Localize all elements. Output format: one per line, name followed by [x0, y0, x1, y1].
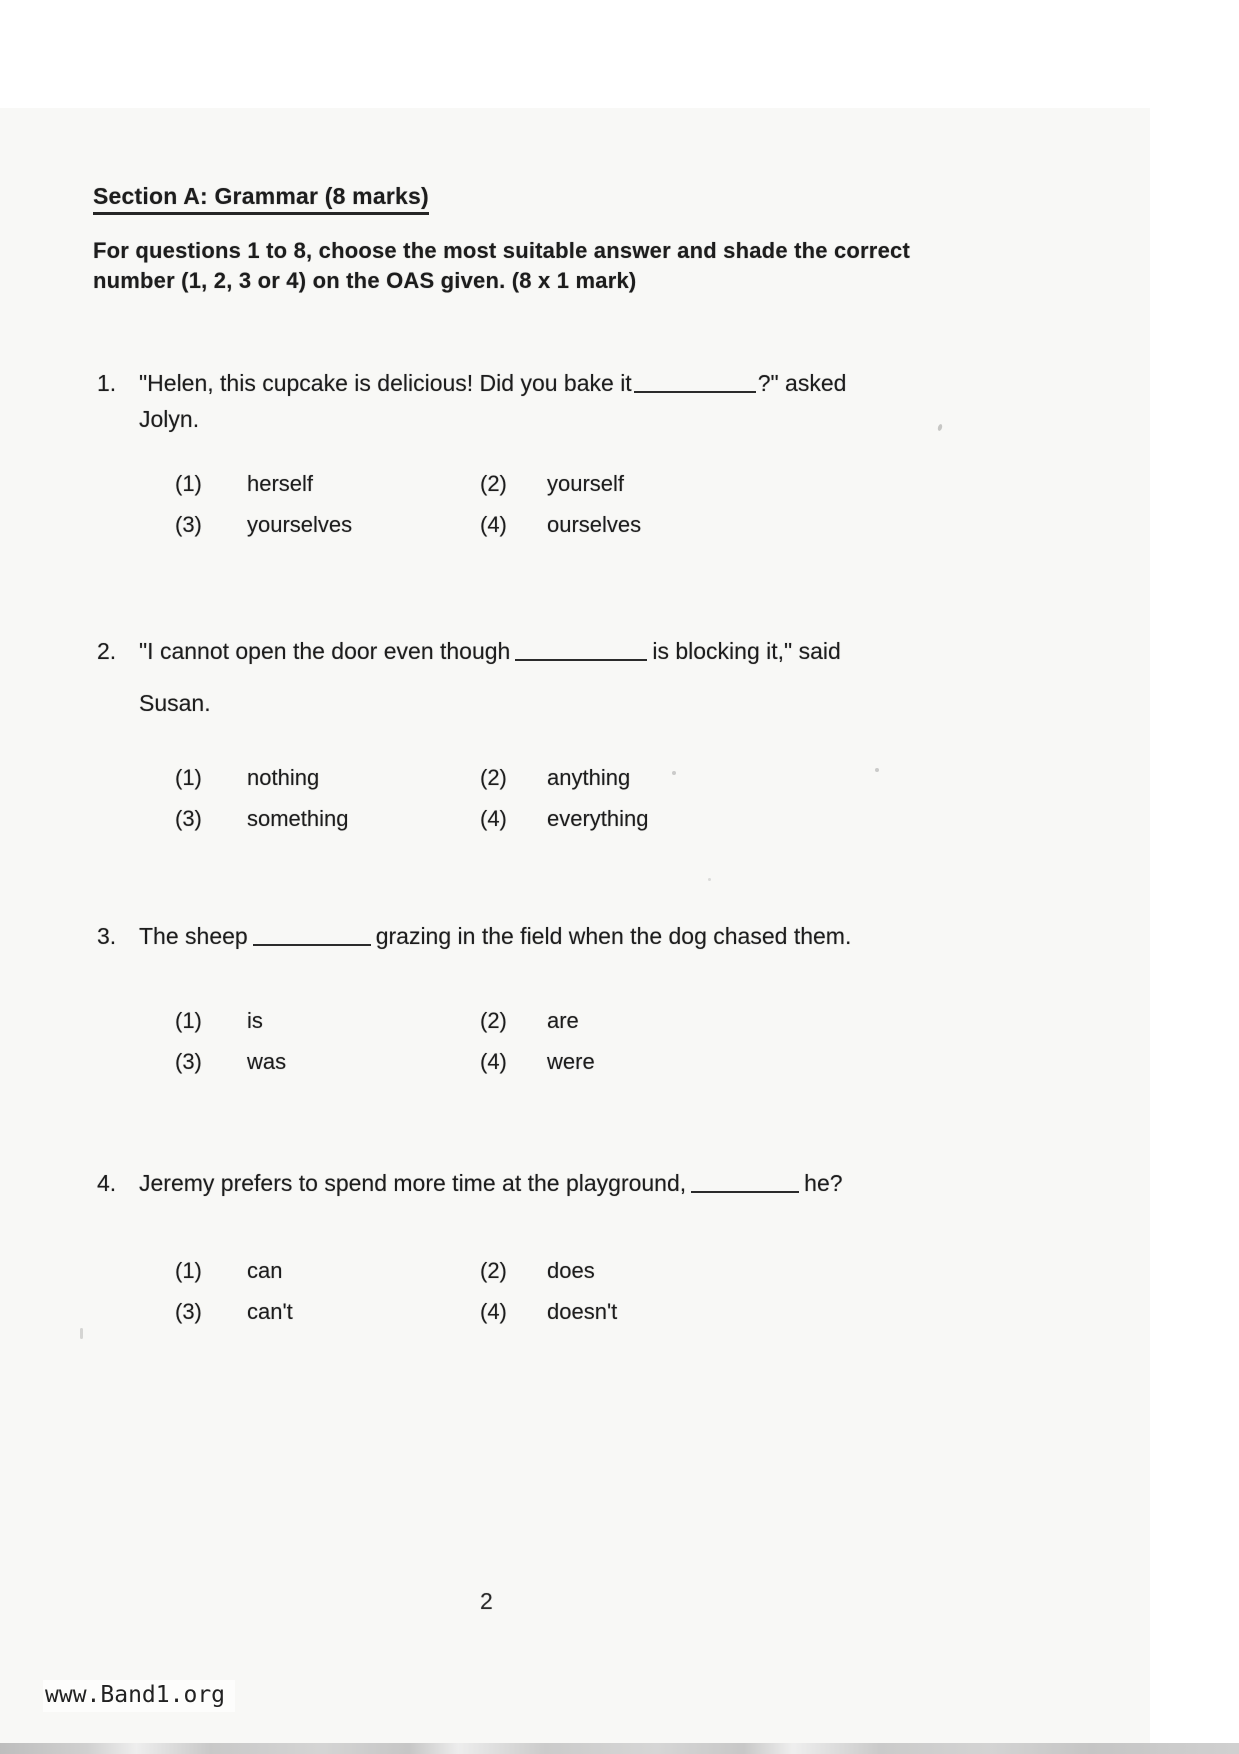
instructions-line-2: number (1, 2, 3 or 4) on the OAS given. (8 x 1 mark) [93, 268, 637, 293]
scan-bottom-edge [0, 1743, 1239, 1754]
q2-option-3-label: something [247, 806, 349, 831]
q2-option-2-label: anything [547, 765, 631, 790]
question-2-number: 2. [97, 638, 117, 664]
scan-speck [672, 771, 676, 775]
q2-option-3-number: (3) [175, 806, 202, 831]
scan-speck [80, 1328, 83, 1339]
question-2-blank [515, 645, 647, 661]
scan-speck [875, 768, 879, 772]
q2-option-4-number: (4) [480, 806, 507, 831]
question-2-text: "I cannot open the door even though is blocking it," said [139, 638, 841, 664]
section-heading: Section A: Grammar (8 marks) [93, 183, 429, 215]
q3-option-3-number: (3) [175, 1049, 202, 1074]
question-1-blank [634, 377, 756, 393]
q2-option-2-number: (2) [480, 765, 507, 790]
footer-watermark-url: www.Band1.org [43, 1680, 235, 1712]
question-1-number: 1. [97, 370, 117, 396]
q4-option-3-label: can't [247, 1299, 293, 1324]
q1-option-1-label: herself [247, 471, 314, 496]
page-number: 2 [480, 1588, 493, 1614]
question-4-text: Jeremy prefers to spend more time at the playground, he? [139, 1170, 843, 1196]
q4-option-1-number: (1) [175, 1258, 202, 1283]
q4-option-4-label: doesn't [547, 1299, 618, 1324]
q1-option-4-number: (4) [480, 512, 507, 537]
question-4-number: 4. [97, 1170, 117, 1196]
question-3-blank [253, 930, 371, 946]
question-4-blank [691, 1177, 799, 1193]
q4-option-2-label: does [547, 1258, 595, 1283]
q3-option-2-number: (2) [480, 1008, 507, 1033]
q3-option-2-label: are [547, 1008, 579, 1033]
q1-option-2-label: yourself [547, 471, 625, 496]
q1-option-2-number: (2) [480, 471, 507, 496]
q2-option-1-label: nothing [247, 765, 320, 790]
q4-option-2-number: (2) [480, 1258, 507, 1283]
instructions-line-1: For questions 1 to 8, choose the most suitable answer and shade the correct [93, 238, 910, 263]
q1-option-4-label: ourselves [547, 512, 642, 537]
q2-option-4-label: everything [547, 806, 649, 831]
q4-option-3-number: (3) [175, 1299, 202, 1324]
q1-option-1-number: (1) [175, 471, 202, 496]
question-3-text: The sheep grazing in the field when the dog chased them. [139, 923, 852, 949]
q1-option-3-number: (3) [175, 512, 202, 537]
question-1-text-line2: Jolyn. [139, 406, 200, 432]
q3-option-1-label: is [247, 1008, 263, 1033]
scan-speck [708, 878, 711, 881]
q2-option-1-number: (1) [175, 765, 202, 790]
q1-option-3-label: yourselves [247, 512, 353, 537]
question-3-number: 3. [97, 923, 117, 949]
question-1-text: "Helen, this cupcake is delicious! Did you bake it ?" asked [139, 370, 847, 396]
q3-option-3-label: was [247, 1049, 287, 1074]
q4-option-4-number: (4) [480, 1299, 507, 1324]
q4-option-1-label: can [247, 1258, 283, 1283]
q3-option-4-label: were [547, 1049, 595, 1074]
q3-option-1-number: (1) [175, 1008, 202, 1033]
q3-option-4-number: (4) [480, 1049, 507, 1074]
question-2-text-line2: Susan. [139, 690, 211, 716]
